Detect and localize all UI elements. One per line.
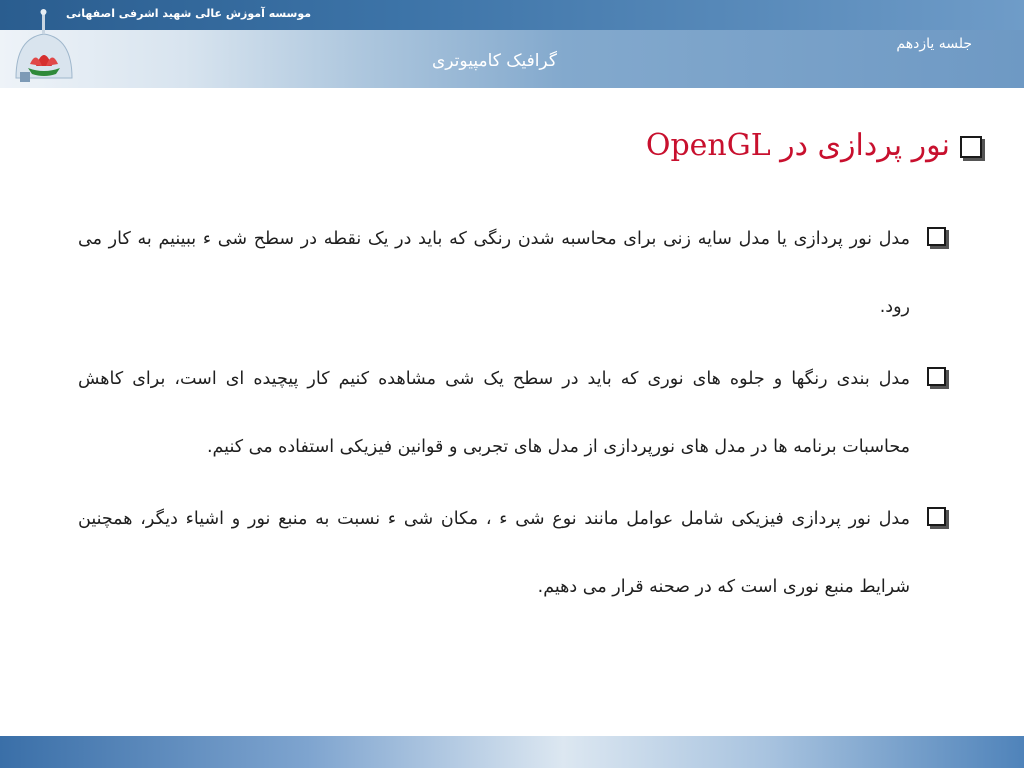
slide-footer-band — [0, 736, 1024, 768]
checkbox-bullet-icon — [927, 227, 946, 246]
list-item-marker — [910, 205, 962, 246]
checkbox-bullet-icon — [960, 136, 982, 158]
checkbox-bullet-icon — [927, 507, 946, 526]
list-item — [78, 485, 962, 621]
slide-title-text: نور پردازی در OpenGL — [645, 128, 950, 163]
course-title: گرافیک کامپیوتری — [432, 51, 557, 71]
slide-title — [646, 128, 982, 163]
list-item-text: مدل نور پردازی یا مدل سایه زنی برای محاسبه شدن رنگی که باید در یک نقطه در سطح شی ء ببینیم به کار می رود. — [78, 229, 910, 317]
bullet-list — [78, 205, 962, 625]
institute-name: موسسه آموزش عالی شهید اشرفی اصفهانی — [66, 7, 312, 20]
list-item-marker — [910, 485, 962, 526]
checkbox-bullet-icon — [927, 367, 946, 386]
list-item-text: مدل بندی رنگها و جلوه های نوری که باید در سطح یک شی مشاهده کنیم کار پیچیده ای است، برای کاهش محاسبات برنامه ها در مدل های نورپردازی از مدل های تجربی و قوانین فیزیکی استفاده می کنیم. — [78, 369, 910, 457]
slide-header — [0, 0, 1024, 88]
list-item — [78, 205, 962, 341]
list-item — [78, 345, 962, 481]
list-item-marker — [910, 345, 962, 386]
session-label: جلسه یازدهم — [896, 36, 972, 52]
list-item-text: مدل نور پردازی فیزیکی شامل عوامل مانند نوع شی ء ، مکان شی ء نسبت به منبع نور و اشیاء دیگر، همچنین شرایط منبع نوری است که در صحنه قرار می دهیم. — [78, 509, 910, 597]
